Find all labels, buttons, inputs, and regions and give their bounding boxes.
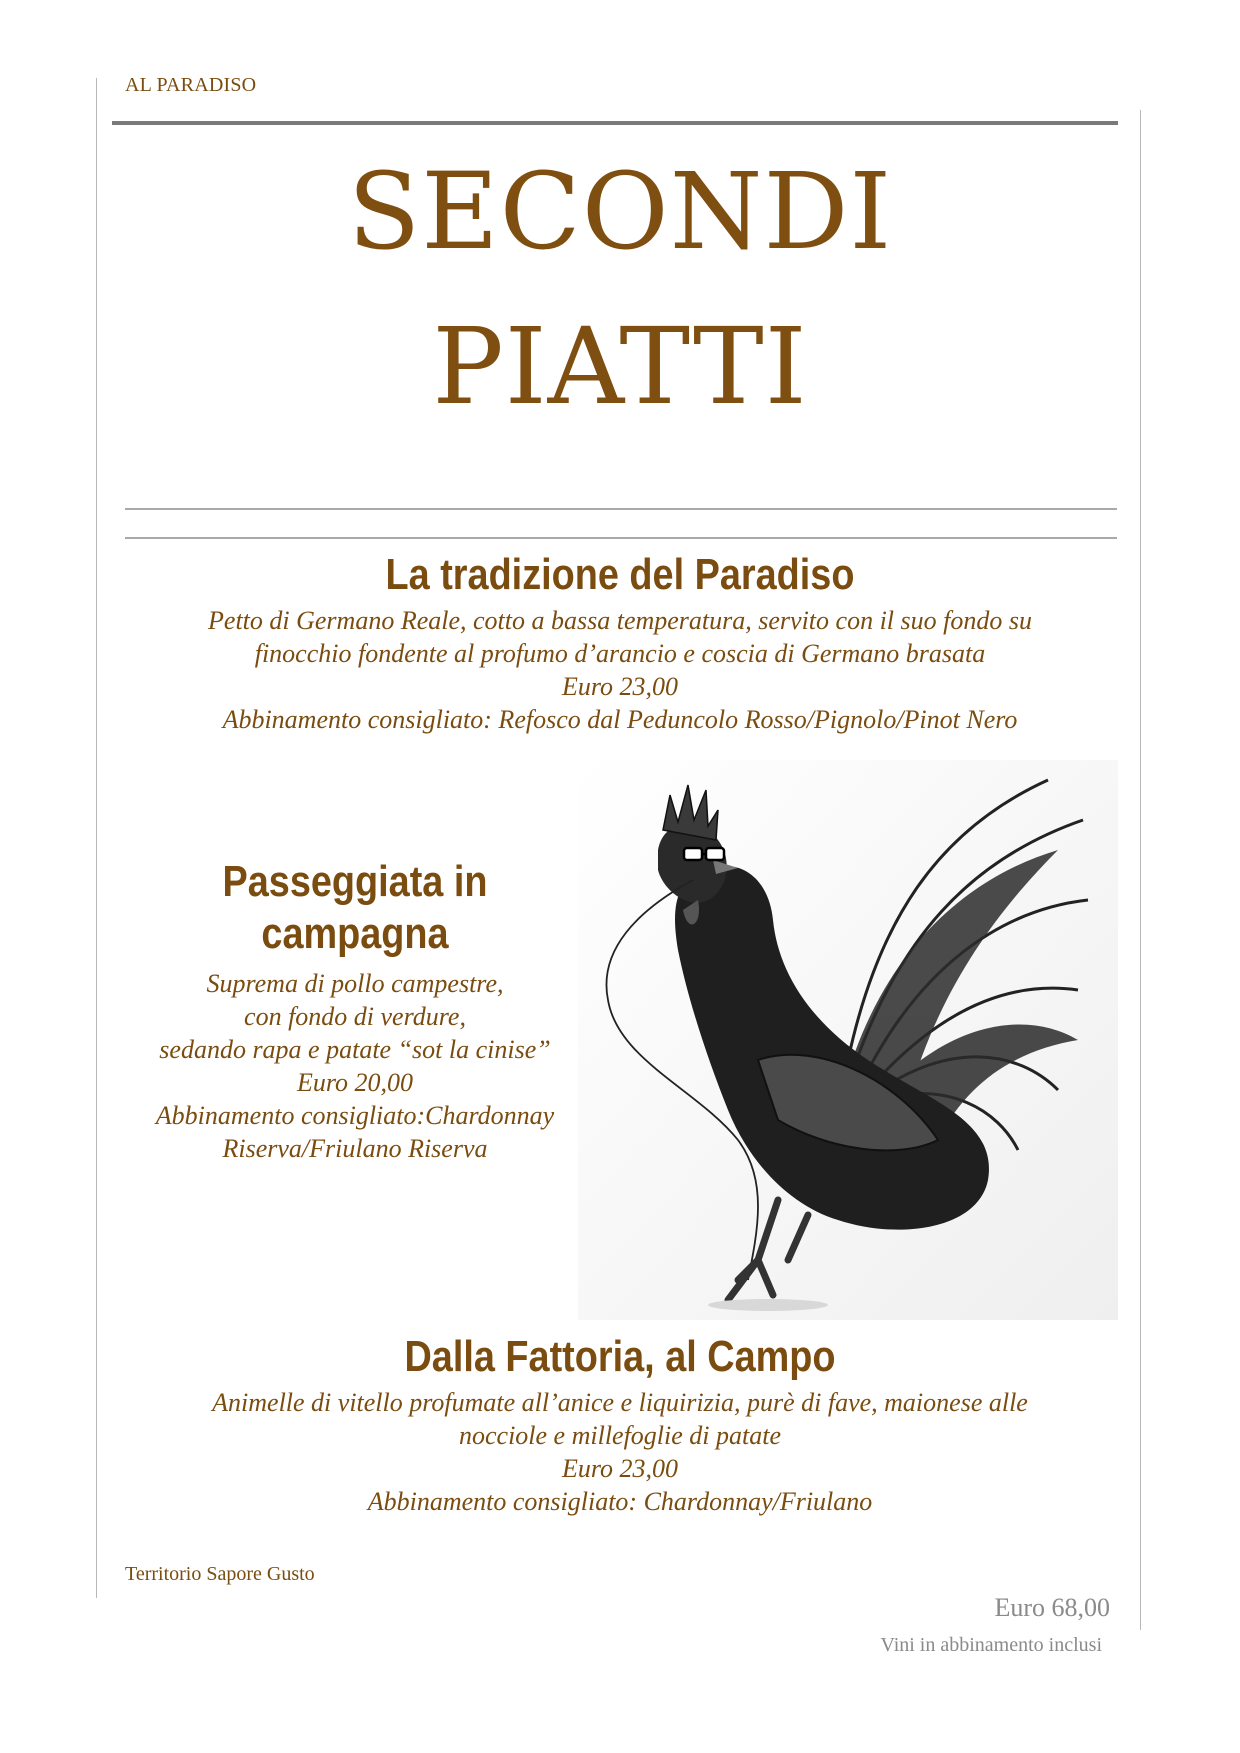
dish-title: Dalla Fattoria, al Campo xyxy=(404,1332,836,1381)
divider-top xyxy=(125,508,1117,510)
restaurant-name: AL PARADISO xyxy=(125,74,257,96)
dish-description-line: Animelle di vitello profumate all’anice e liquirizia, purè di fave, maionese alle xyxy=(212,1388,1028,1417)
dish-section-tradizione xyxy=(100,548,1140,736)
dish-title-line: Passeggiata in xyxy=(222,857,488,906)
dish-price: Euro 23,00 xyxy=(561,1454,679,1483)
dish-pairing-line: Riserva/Friulano Riserva xyxy=(222,1134,488,1163)
dish-description-line: con fondo di verdure, xyxy=(244,1002,466,1031)
dish-pairing-line: Abbinamento consigliato:Chardonnay xyxy=(155,1101,555,1130)
dish-description-line: Suprema di pollo campestre, xyxy=(206,969,504,998)
dish-title-line: campagna xyxy=(261,909,449,958)
dish-section-fattoria xyxy=(100,1330,1140,1518)
dish-price: Euro 20,00 xyxy=(296,1068,414,1097)
total-price: Euro 68,00 xyxy=(994,1593,1110,1622)
divider-bottom xyxy=(125,537,1117,539)
dish-description-line: nocciole e millefoglie di patate xyxy=(458,1421,782,1450)
dish-price: Euro 23,00 xyxy=(561,672,679,701)
page-title-line-2: PIATTI xyxy=(432,305,808,428)
wines-note: Vini in abbinamento inclusi xyxy=(880,1634,1102,1656)
footer-tagline: Territorio Sapore Gusto xyxy=(125,1563,315,1585)
dish-description-line: finocchio fondente al profumo d’arancio e coscia di Germano brasata xyxy=(254,639,986,668)
dish-pairing: Abbinamento consigliato: Chardonnay/Friulano xyxy=(367,1487,873,1516)
header-divider xyxy=(112,121,1118,125)
page-title-line-1: SECONDI xyxy=(347,150,893,273)
dish-description-line: Petto di Germano Reale, cotto a bassa temperatura, servito con il suo fondo su xyxy=(208,606,1032,635)
rooster-illustration xyxy=(578,760,1118,1320)
dish-section-passeggiata xyxy=(115,855,595,1165)
dish-title: La tradizione del Paradiso xyxy=(385,550,855,599)
dish-pairing: Abbinamento consigliato: Refosco dal Peduncolo Rosso/Pignolo/Pinot Nero xyxy=(222,705,1018,734)
ground-shadow xyxy=(708,1299,828,1311)
dish-description-line: sedando rapa e patate “sot la cinise” xyxy=(159,1035,551,1064)
